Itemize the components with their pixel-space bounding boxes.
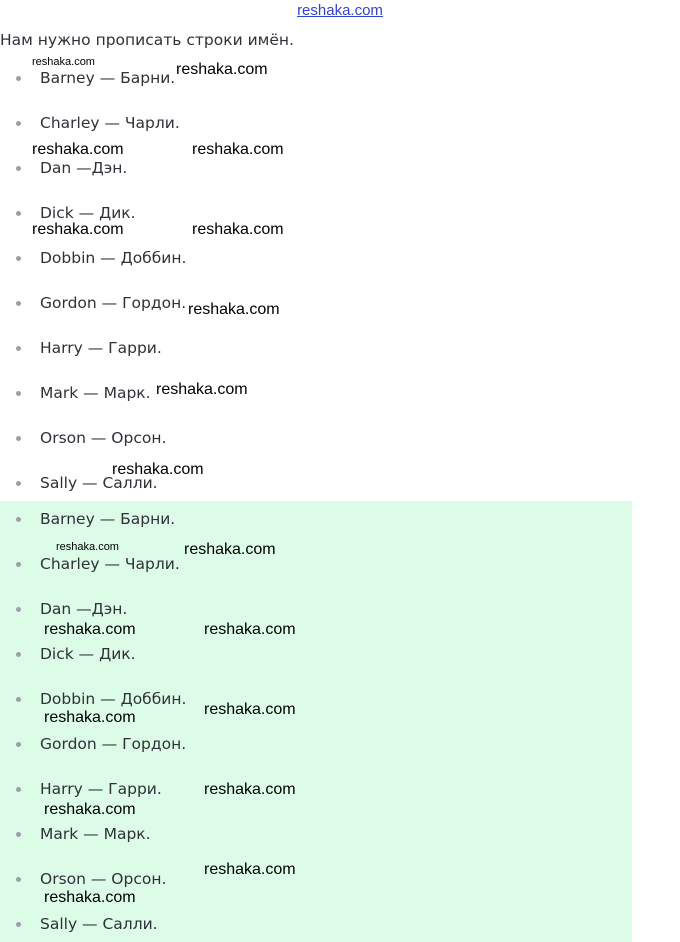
list-item-text: Harry — Гарри. xyxy=(40,339,162,357)
watermark-text: reshaka.com xyxy=(112,461,204,478)
bullet-icon xyxy=(16,256,21,261)
intro-text: Нам нужно прописать строки имён. xyxy=(0,31,294,49)
list-item-text: Dick — Дик. xyxy=(40,645,136,663)
list-item-text: Barney — Барни. xyxy=(40,510,176,528)
bullet-icon xyxy=(16,832,21,837)
list-item-text: Gordon — Гордон. xyxy=(40,735,187,753)
watermark-text: reshaka.com xyxy=(192,141,284,158)
bullet-icon xyxy=(16,562,21,567)
watermark-text: reshaka.com xyxy=(204,701,296,718)
list-item-text: Harry — Гарри. xyxy=(40,780,162,798)
bullet-icon xyxy=(16,607,21,612)
watermark-text: reshaka.com xyxy=(44,889,136,906)
watermark-text: reshaka.com xyxy=(188,301,280,318)
list-item-text: Gordon — Гордон. xyxy=(40,294,187,312)
bullet-icon xyxy=(16,787,21,792)
watermark-text: reshaka.com xyxy=(204,621,296,638)
watermark-text: reshaka.com xyxy=(184,541,276,558)
bullet-icon xyxy=(16,346,21,351)
watermark-text: reshaka.com xyxy=(204,861,296,878)
bullet-icon xyxy=(16,166,21,171)
bullet-icon xyxy=(16,697,21,702)
bullet-icon xyxy=(16,121,21,126)
list-item-text: Barney — Барни. xyxy=(40,69,176,87)
watermark-text: reshaka.com xyxy=(156,381,248,398)
list-item-text: Sally — Салли. xyxy=(40,915,158,933)
list-item-text: Dan —Дэн. xyxy=(40,159,128,177)
watermark-text: reshaka.com xyxy=(44,621,136,638)
list-item-text: Dobbin — Доббин. xyxy=(40,690,187,708)
bullet-icon xyxy=(16,742,21,747)
site-link[interactable]: reshaka.com xyxy=(297,2,383,19)
bullet-icon xyxy=(16,391,21,396)
watermark-text: reshaka.com xyxy=(56,541,119,553)
list-item-text: Mark — Марк. xyxy=(40,825,151,843)
bullet-icon xyxy=(16,481,21,486)
bullet-icon xyxy=(16,301,21,306)
bullet-icon xyxy=(16,211,21,216)
watermark-text: reshaka.com xyxy=(44,709,136,726)
list-item-text: Orson — Орсон. xyxy=(40,870,167,888)
bullet-icon xyxy=(16,877,21,882)
watermark-text: reshaka.com xyxy=(32,221,124,238)
list-item-text: Orson — Орсон. xyxy=(40,429,167,447)
bullet-icon xyxy=(16,652,21,657)
watermark-text: reshaka.com xyxy=(32,56,95,68)
bullet-icon xyxy=(16,922,21,927)
bullet-icon xyxy=(16,436,21,441)
list-item-text: Charley — Чарли. xyxy=(40,114,180,132)
list-item-text: Dobbin — Доббин. xyxy=(40,249,187,267)
list-item-text: Dick — Дик. xyxy=(40,204,136,222)
bullet-icon xyxy=(16,517,21,522)
watermark-text: reshaka.com xyxy=(32,141,124,158)
watermark-text: reshaka.com xyxy=(176,61,268,78)
list-item-text: Mark — Марк. xyxy=(40,384,151,402)
list-item-text: Sally — Салли. xyxy=(40,474,158,492)
watermark-text: reshaka.com xyxy=(204,781,296,798)
watermark-text: reshaka.com xyxy=(44,801,136,818)
list-item-text: Dan —Дэн. xyxy=(40,600,128,618)
bullet-icon xyxy=(16,76,21,81)
list-item-text: Charley — Чарли. xyxy=(40,555,180,573)
watermark-text: reshaka.com xyxy=(192,221,284,238)
